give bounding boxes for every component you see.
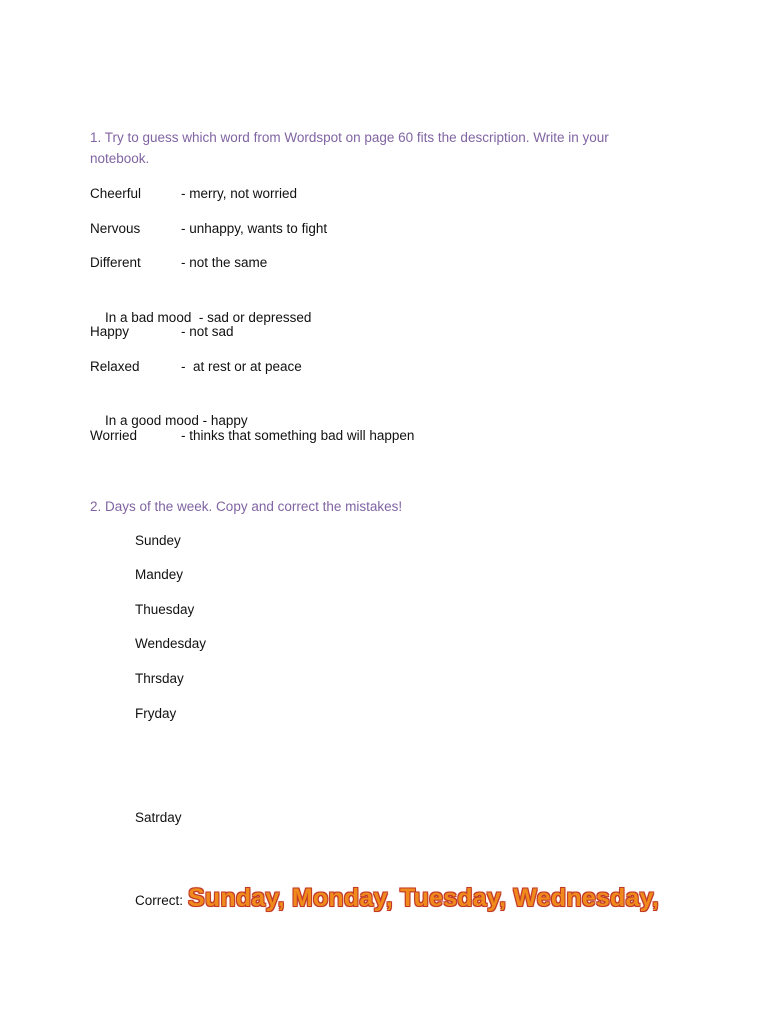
correct-label: Correct: (135, 893, 184, 908)
vocab-word: Nervous (90, 221, 141, 236)
misspelled-day: Thuesday (135, 602, 195, 617)
vocab-description: - thinks that something bad will happen (181, 428, 415, 443)
misspelled-day: Wendesday (135, 636, 207, 651)
vocab-word: Relaxed (90, 359, 140, 374)
exercise-1-heading: 1. Try to guess which word from Wordspot on page 60 fits the description. Write in your notebook. (90, 130, 609, 166)
vocab-description: - unhappy, wants to fight (181, 221, 328, 236)
vocab-description: - happy (202, 413, 248, 428)
vocab-description: - merry, not worried (181, 186, 298, 201)
vocab-description: - not the same (181, 255, 268, 270)
vocab-word: Happy (90, 324, 130, 339)
vocab-word: In a good mood (105, 413, 203, 428)
vocab-word: Worried (90, 428, 138, 443)
exercise-2-heading: 2. Days of the week. Copy and correct the mistakes! (90, 499, 403, 514)
correct-answer-line (135, 880, 755, 920)
vocab-word: In a bad mood (105, 310, 196, 325)
misspelled-day: Fryday (135, 706, 177, 721)
misspelled-day: Sundey (135, 533, 181, 548)
vocab-row-worried (90, 426, 415, 506)
vocab-description: - not sad (181, 324, 234, 339)
misspelled-day: Thrsday (135, 671, 184, 686)
vocab-word: Cheerful (90, 186, 142, 201)
vocab-description: - at rest or at peace (181, 359, 302, 374)
vocab-description: - sad or depressed (195, 310, 312, 325)
vocab-word: Different (90, 255, 141, 270)
correct-answer-text: Sunday, Monday, Tuesday, Wednesday, (188, 884, 659, 912)
misspelled-day: Mandey (135, 567, 184, 582)
misspelled-day: Satrday (135, 810, 182, 825)
